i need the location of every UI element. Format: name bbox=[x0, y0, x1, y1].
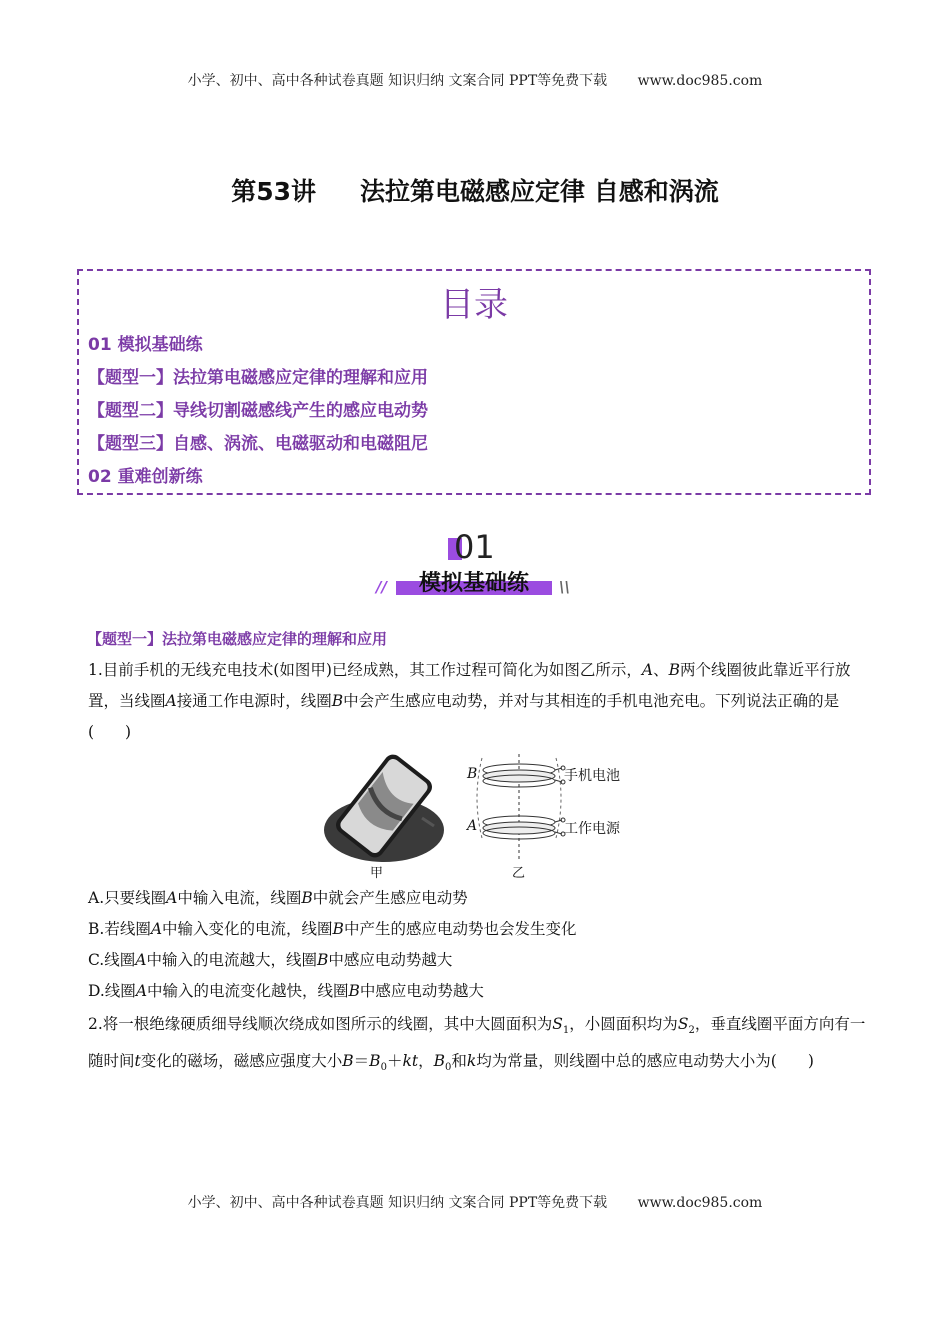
q2-text: 均为常量，则线圈中总的感应电动势大小为( ) bbox=[476, 1052, 814, 1071]
q1-var: B bbox=[668, 661, 680, 679]
phone-battery-label: 手机电池 bbox=[564, 768, 620, 784]
table-of-contents bbox=[77, 269, 871, 495]
header-url[interactable]: www.doc985.com bbox=[637, 73, 763, 89]
option-text: 中感应电动势越大 bbox=[359, 982, 484, 1000]
q2-var: B bbox=[342, 1052, 354, 1071]
option-d[interactable] bbox=[88, 976, 484, 1007]
q1-text: 接通工作电源时，线圈 bbox=[176, 692, 332, 710]
option-var: B bbox=[316, 951, 329, 969]
q2-var: S bbox=[552, 1015, 563, 1033]
option-text: A.只要线圈 bbox=[88, 889, 167, 907]
option-text: 中感应电动势越大 bbox=[328, 951, 453, 969]
badge-slash-right: \\ bbox=[559, 578, 570, 596]
figure-caption-left: 甲 bbox=[370, 866, 384, 881]
option-var: A bbox=[166, 889, 178, 907]
question-1 bbox=[88, 655, 866, 748]
figure-caption-right: 乙 bbox=[512, 866, 526, 881]
section-number: 01 bbox=[454, 528, 495, 566]
q2-var: t bbox=[134, 1052, 141, 1071]
page-footer bbox=[0, 1192, 950, 1212]
option-text: 中产生的感应电动势也会发生变化 bbox=[343, 920, 577, 938]
coil-b bbox=[483, 764, 565, 787]
q2-text: ， bbox=[418, 1052, 434, 1071]
page-header bbox=[0, 70, 950, 90]
question-2 bbox=[88, 1009, 866, 1083]
q1-var: A bbox=[641, 661, 654, 679]
option-b[interactable] bbox=[88, 914, 576, 945]
toc-item[interactable]: 【题型二】导线切割磁感线产生的感应电动势 bbox=[88, 401, 428, 421]
option-c[interactable] bbox=[88, 945, 452, 976]
lecture-number: 第53讲 bbox=[231, 177, 317, 206]
q1-var: B bbox=[331, 692, 344, 710]
section-label: 模拟基础练 bbox=[418, 571, 529, 596]
q2-subscript: 2 bbox=[688, 1025, 695, 1037]
q1-text: 1.目前手机的无线充电技术(如图甲)已经成熟，其工作过程可简化为如图乙所示， bbox=[88, 661, 642, 679]
option-text: 中输入的电流越大，线圈 bbox=[146, 951, 317, 969]
option-text: C.线圈 bbox=[88, 951, 136, 969]
footer-text: 小学、初中、高中各种试卷真题 知识归纳 文案合同 PPT等免费下载 bbox=[187, 1195, 608, 1211]
option-var: A bbox=[135, 951, 147, 969]
power-supply-label: 工作电源 bbox=[564, 821, 620, 837]
section-badge bbox=[374, 528, 574, 604]
toc-item[interactable]: 02 重难创新练 bbox=[88, 467, 203, 487]
q2-var: k bbox=[466, 1052, 477, 1071]
option-var: B bbox=[332, 920, 344, 938]
q2-text: 2.将一根绝缘硬质细导线顺次绕成如图所示的线圈，其中大圆面积为 bbox=[88, 1015, 553, 1033]
option-var: A bbox=[135, 982, 148, 1000]
q2-var: B bbox=[433, 1052, 445, 1071]
q2-subscript: 1 bbox=[562, 1025, 570, 1037]
q2-text: ，小圆面积均为 bbox=[569, 1015, 678, 1033]
q2-subscript: 0 bbox=[444, 1062, 452, 1074]
option-text: D.线圈 bbox=[88, 982, 136, 1000]
q2-var: B bbox=[369, 1052, 381, 1071]
q2-text: ＝ bbox=[353, 1052, 370, 1071]
document-title bbox=[0, 172, 950, 208]
option-var: B bbox=[348, 982, 360, 1000]
option-text: 中就会产生感应电动势 bbox=[312, 889, 468, 907]
q2-text: 和 bbox=[451, 1052, 467, 1071]
q2-text: 变化的磁场，磁感应强度大小 bbox=[140, 1052, 343, 1071]
option-text: B.若线圈 bbox=[88, 920, 151, 938]
option-text: 中输入变化的电流，线圈 bbox=[162, 920, 333, 938]
q2-text: ＋ bbox=[386, 1052, 403, 1071]
toc-heading: 目录 bbox=[440, 285, 508, 325]
option-text: 中输入电流，线圈 bbox=[177, 889, 302, 907]
figure-wireless-charging bbox=[322, 750, 632, 884]
q2-var: S bbox=[677, 1015, 689, 1033]
option-a[interactable] bbox=[88, 883, 468, 914]
coil-a bbox=[483, 816, 565, 839]
footer-url[interactable]: www.doc985.com bbox=[637, 1195, 763, 1211]
q1-text: 、 bbox=[653, 661, 669, 679]
toc-item[interactable]: 01 模拟基础练 bbox=[88, 335, 203, 355]
q2-text: ，垂直线圈平面方向有一随时间 bbox=[88, 1015, 866, 1071]
q1-text: 中会产生感应电动势，并对与其相连的手机电池充电。下列说法正确的是( ) bbox=[88, 692, 840, 741]
option-text: 中输入的电流变化越快，线圈 bbox=[147, 982, 349, 1000]
question-type-heading: 【题型一】法拉第电磁感应定律的理解和应用 bbox=[87, 630, 388, 648]
toc-item[interactable]: 【题型一】法拉第电磁感应定律的理解和应用 bbox=[88, 368, 428, 388]
q1-var: A bbox=[165, 692, 177, 710]
q2-var: kt bbox=[402, 1052, 419, 1071]
field-line bbox=[477, 758, 482, 838]
coil-a-label: A bbox=[467, 818, 478, 834]
lecture-topic: 法拉第电磁感应定律 自感和涡流 bbox=[360, 177, 719, 206]
option-var: B bbox=[301, 889, 313, 907]
option-var: A bbox=[150, 920, 163, 938]
header-text: 小学、初中、高中各种试卷真题 知识归纳 文案合同 PPT等免费下载 bbox=[187, 73, 608, 89]
q2-subscript: 0 bbox=[380, 1062, 387, 1074]
toc-list bbox=[88, 333, 428, 498]
coil-b-label: B bbox=[467, 766, 478, 782]
badge-slash-left: // bbox=[376, 578, 387, 596]
q1-text: 两个线圈彼此靠近平行放置，当线圈 bbox=[88, 661, 851, 710]
toc-item[interactable]: 【题型三】自感、涡流、电磁驱动和电磁阻尼 bbox=[88, 434, 428, 454]
